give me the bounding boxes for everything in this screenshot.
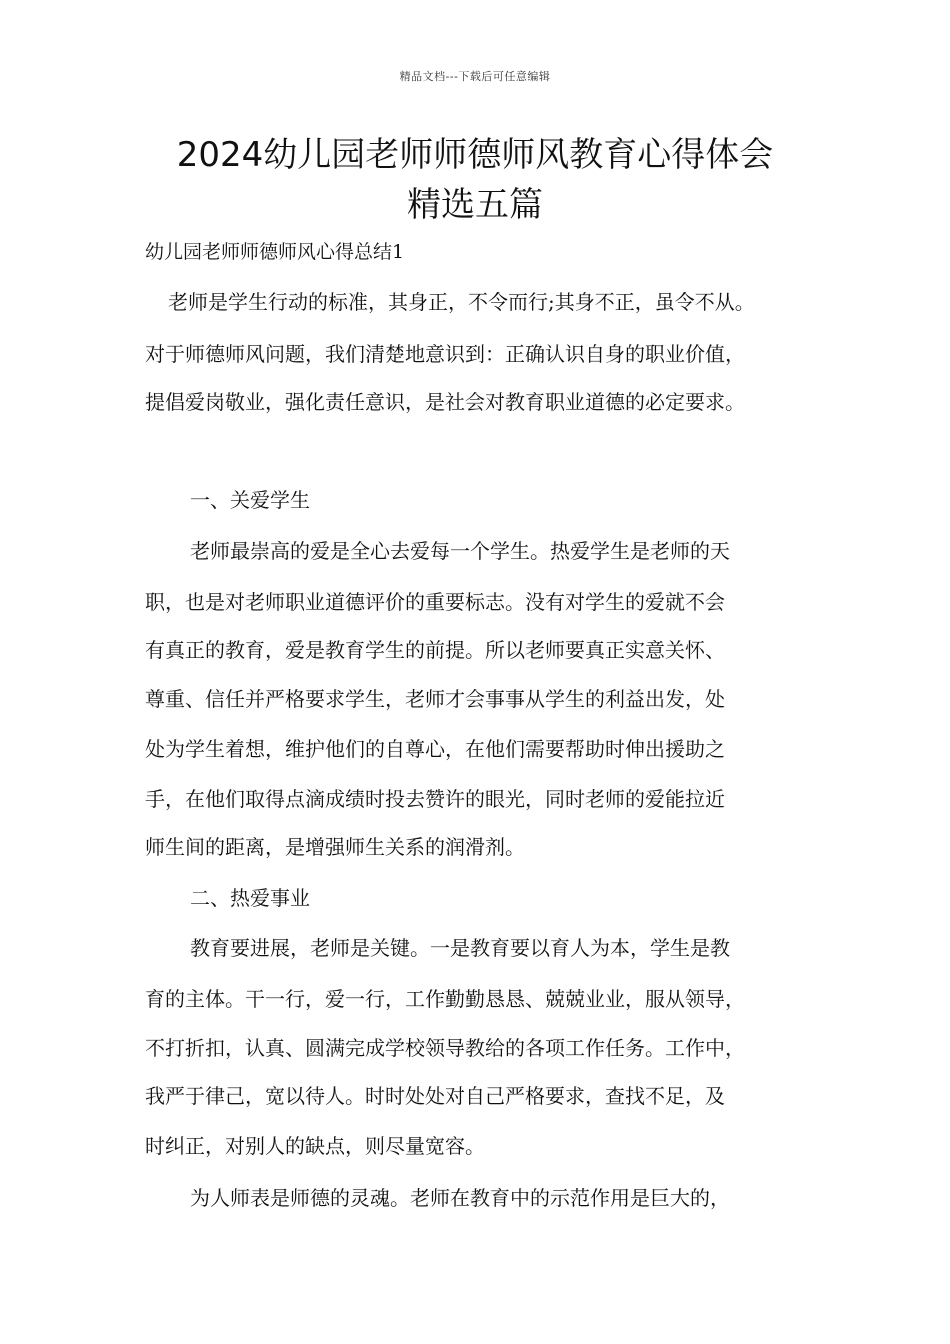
body-line: 时纠正，对别人的缺点，则尽量宽容。 (145, 1134, 485, 1158)
body-line: 提倡爱岗敬业，强化责任意识，是社会对教育职业道德的必定要求。 (145, 390, 745, 414)
section-heading: 二、热爱事业 (190, 886, 310, 910)
body-line: 师生间的距离，是增强师生关系的润滑剂。 (145, 835, 525, 859)
body-line: 尊重、信任并严格要求学生，老师才会事事从学生的利益出发，处 (145, 687, 725, 711)
body-line: 教育要进展，老师是关键。一是教育要以育人为本，学生是教 (190, 936, 730, 960)
section-heading: 一、关爱学生 (190, 488, 310, 512)
header-note: 精品文档---下载后可任意编辑 (399, 70, 551, 83)
section-subtitle: 幼儿园老师师德师风心得总结1 (145, 241, 405, 263)
body-line: 不打折扣，认真、圆满完成学校领导教给的各项工作任务。工作中， (145, 1036, 745, 1060)
body-line: 对于师德师风问题，我们清楚地意识到：正确认识自身的职业价值， (145, 342, 745, 366)
body-line: 育的主体。干一行，爱一行，工作勤勤恳恳、兢兢业业，服从领导， (145, 987, 745, 1011)
body-line: 有真正的教育，爱是教育学生的前提。所以老师要真正实意关怀、 (145, 638, 725, 662)
body-line: 我严于律己，宽以待人。时时处处对自己严格要求，查找不足，及 (145, 1084, 725, 1108)
body-line: 手，在他们取得点滴成绩时投去赞许的眼光，同时老师的爱能拉近 (145, 787, 725, 811)
title-line-2: 精选五篇 (407, 185, 543, 225)
body-line: 老师最崇高的爱是全心去爱每一个学生。热爱学生是老师的天 (190, 539, 730, 563)
title-line-1: 2024幼儿园老师师德师风教育心得体会 (176, 135, 774, 175)
document-title (110, 130, 840, 230)
body-line: 老师是学生行动的标准，其身正，不令而行;其身不正，虽令不从。 (168, 290, 755, 314)
body-line: 为人师表是师德的灵魂。老师在教育中的示范作用是巨大的， (190, 1186, 730, 1210)
body-line: 处为学生着想，维护他们的自尊心，在他们需要帮助时伸出援助之 (145, 737, 725, 761)
body-line: 职，也是对老师职业道德评价的重要标志。没有对学生的爱就不会 (145, 590, 725, 614)
